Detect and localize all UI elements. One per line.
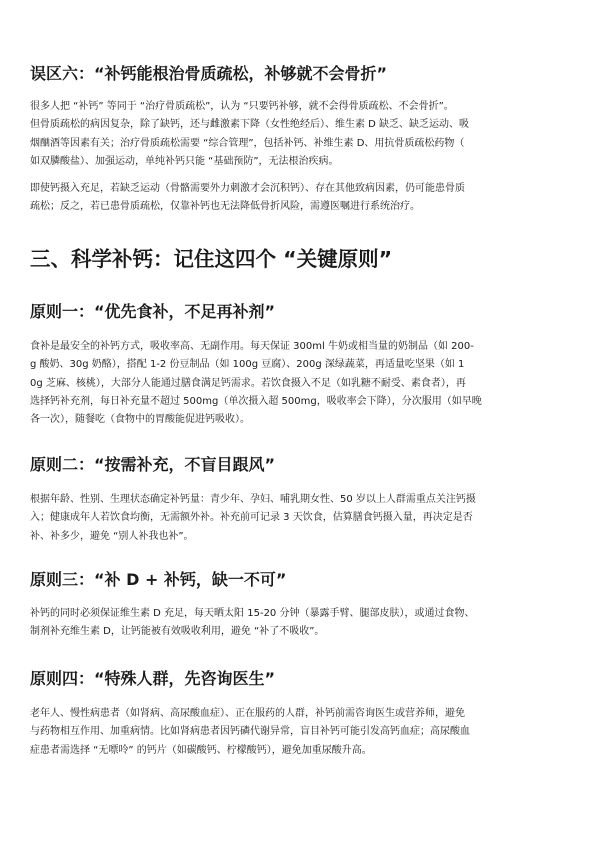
principle1-paragraph xyxy=(30,338,566,429)
text-line: 根据年龄、性别、生理状态确定补钙量：青少年、孕妇、哺乳期女性、50 岁以上人群需重点关注钙摄 xyxy=(30,494,476,505)
text-line: 即使钙摄入充足，若缺乏运动（骨骼需要外力刺激才会沉积钙）、存在其他致病因素，仍可能患骨质 xyxy=(30,183,465,194)
text-line: 0g 芝麻、核桃），大部分人能通过膳食满足钙需求。若饮食摄入不足（如乳糖不耐受、素食者），再 xyxy=(30,377,466,389)
principle3-heading: 原则三：“补 D + 补钙，缺一不可” xyxy=(30,570,287,589)
text-line: 入；健康成年人若饮食均衡，无需额外补。补充前可记录 3 天饮食，估算膳食钙摄入量，再决定是否 xyxy=(30,512,473,524)
principle4-heading: 原则四：“特殊人群，先咨询医生” xyxy=(30,669,276,688)
principle2-paragraph xyxy=(30,491,566,546)
text-line: 烟酗酒等因素有关；治疗骨质疏松需要 “综合管理”，包括补钙、补维生素 D、用抗骨质疏松药物（ xyxy=(30,137,465,149)
text-line: 补钙的同时必须保证维生素 D 充足，每天晒太阳 15-20 分钟（暴露手臂、腿部皮肤），或通过食物、 xyxy=(30,608,475,619)
text-line: 很多人把 “补钙” 等同于 “治疗骨质疏松”，认为 “只要钙补够，就不会得骨质疏松、不会骨折”。 xyxy=(30,101,454,112)
myth6-paragraph-2 xyxy=(30,180,566,217)
myth6-heading: 误区六：“补钙能根治骨质疏松，补够就不会骨折” xyxy=(30,64,388,83)
text-line: 疏松；反之，若已患骨质疏松，仅靠补钙也无法降低骨折风险，需遵医嘱进行系统治疗。 xyxy=(30,201,420,213)
myth6-paragraph-1 xyxy=(30,98,566,171)
text-line: 选择钙补充剂，每日补充量不超过 500mg（单次摄入超 500mg，吸收率会下降），分次服用（如早晚 xyxy=(30,395,482,407)
text-line: 补、补多少，避免 “别人补我也补”。 xyxy=(30,530,194,542)
text-line: 症患者需选择 “无嘌呤” 的钙片（如碳酸钙、柠檬酸钙），避免加重尿酸升高。 xyxy=(30,744,372,756)
principle2-heading: 原则二：“按需补充，不盲目跟风” xyxy=(30,455,276,474)
text-line: 各一次），随餐吃（食物中的胃酸能促进钙吸收）。 xyxy=(30,414,250,426)
principle3-paragraph xyxy=(30,605,566,642)
section3-heading: 三、科学补钙：记住这四个 “关键原则” xyxy=(30,247,393,271)
text-line: 如双膦酸盐）、加强运动，单纯补钙只能 “基础预防”，无法根治疾病。 xyxy=(30,155,339,167)
text-line: 但骨质疏松的病因复杂，除了缺钙，还与雌激素下降（女性绝经后）、维生素 D 缺乏、缺乏运动、吸 xyxy=(30,119,470,131)
text-line: g 酸奶、30g 奶酪），搭配 1-2 份豆制品（如 100g 豆腐）、200g 深绿蔬菜，再适量吃坚果（如 1 xyxy=(30,359,465,371)
text-line: 食补是最安全的补钙方式，吸收率高、无副作用。每天保证 300ml 牛奶或相当量的奶制品（如 200- xyxy=(30,341,474,352)
principle4-paragraph xyxy=(30,705,566,760)
text-line: 老年人、慢性病患者（如肾病、高尿酸血症）、正在服药的人群，补钙前需咨询医生或营养师，避免 xyxy=(30,708,465,719)
text-line: 制剂补充维生素 D，让钙能被有效吸收利用，避免 “补了不吸收”。 xyxy=(30,626,325,638)
text-line: 与药物相互作用、加重病情。比如肾病患者因钙磷代谢异常，盲目补钙可能引发高钙血症；高尿酸血 xyxy=(30,726,470,738)
principle1-heading: 原则一：“优先食补，不足再补剂” xyxy=(30,302,276,321)
